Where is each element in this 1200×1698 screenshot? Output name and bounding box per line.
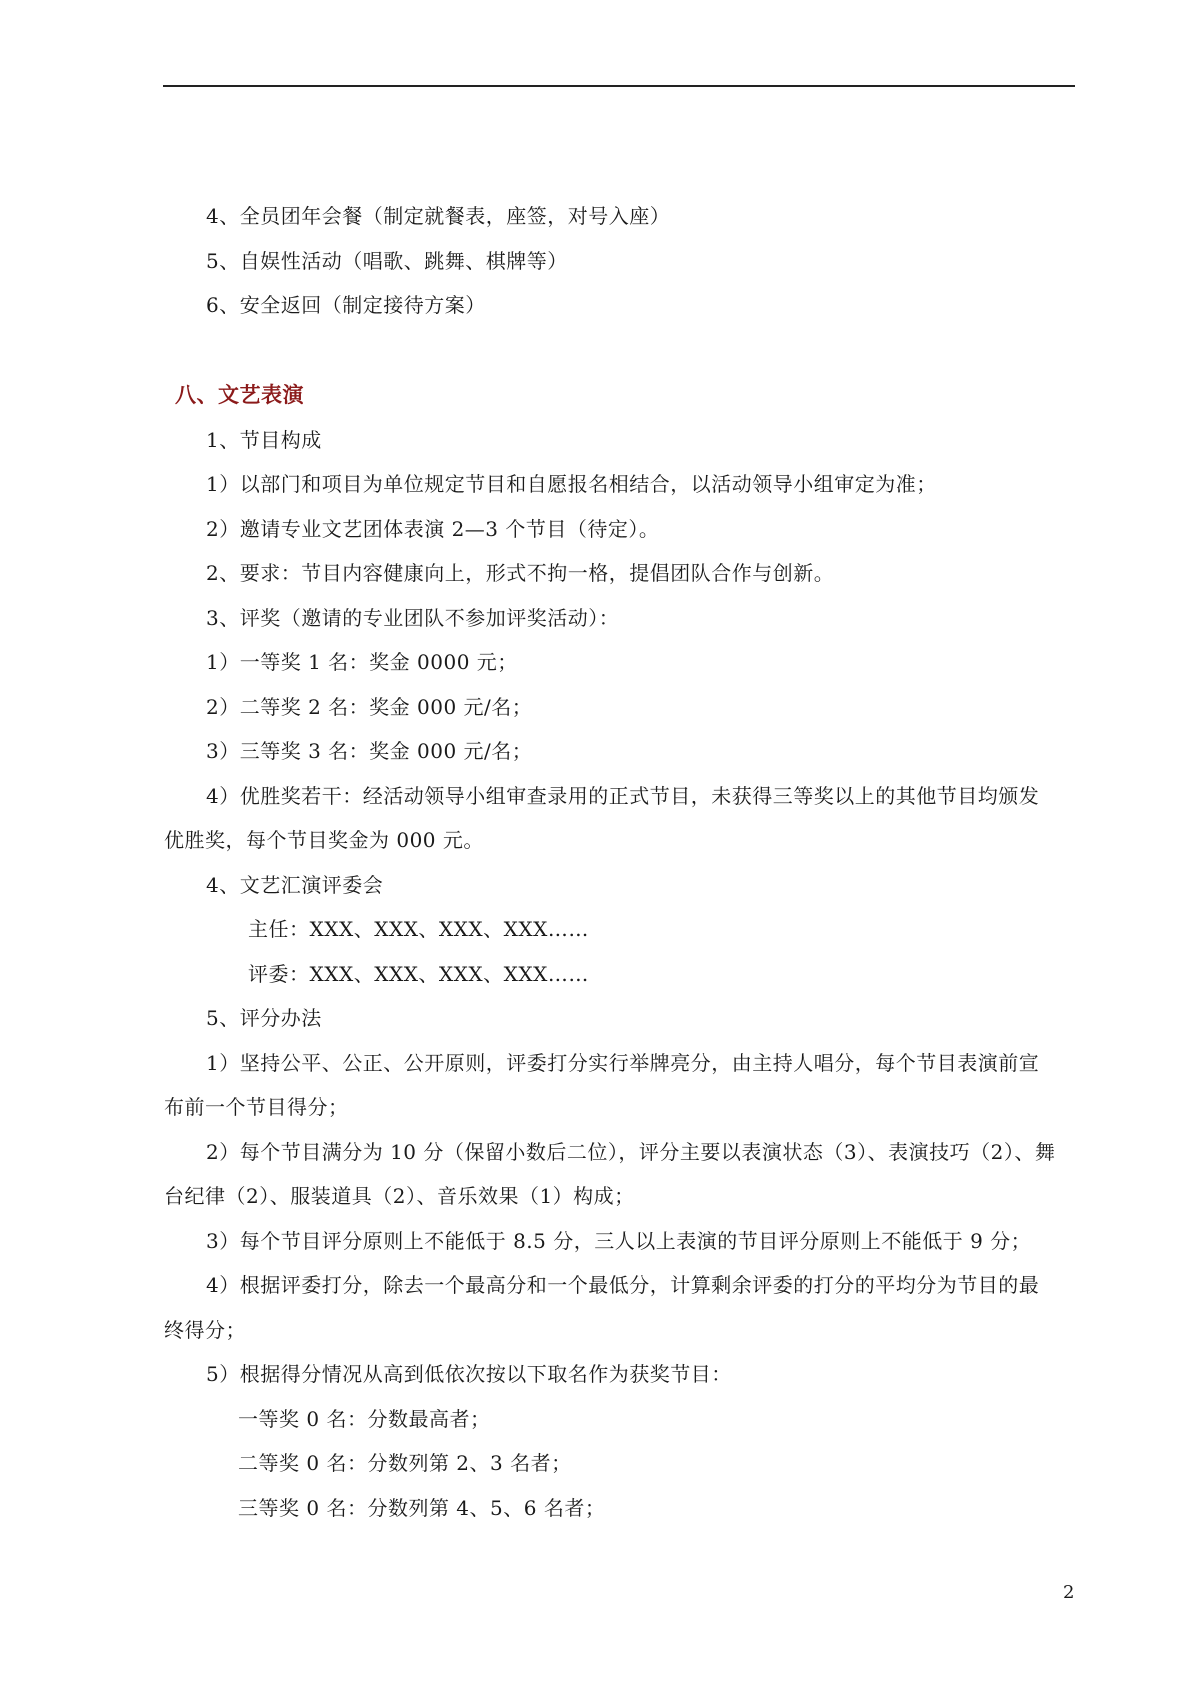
paragraph: 终得分； [164, 1318, 246, 1342]
subheading: 4、文艺汇演评委会 [206, 873, 384, 897]
subheading: 3、评奖（邀请的专业团队不参加评奖活动）： [206, 606, 620, 630]
section-heading: 八、文艺表演 [175, 382, 304, 407]
paragraph: 2）邀请专业文艺团体表演 2—3 个节目（待定）。 [206, 517, 660, 541]
list-item: 6、安全返回（制定接待方案） [206, 293, 486, 317]
paragraph: 1）一等奖 1 名：奖金 0000 元； [206, 650, 518, 674]
subheading: 5、评分办法 [206, 1006, 322, 1030]
page-number: 2 [1063, 1582, 1075, 1603]
list-item: 4、全员团年会餐（制定就餐表，座签，对号入座） [206, 204, 671, 228]
paragraph: 布前一个节目得分； [164, 1095, 349, 1119]
subheading: 2、要求：节目内容健康向上，形式不拘一格，提倡团队合作与创新。 [206, 561, 835, 585]
paragraph: 二等奖 0 名：分数列第 2、3 名者； [238, 1451, 572, 1475]
paragraph: 优胜奖，每个节目奖金为 000 元。 [164, 828, 484, 852]
paragraph: 3）每个节目评分原则上不能低于 8.5 分，三人以上表演的节目评分原则上不能低于 9 分； [206, 1229, 1032, 1253]
paragraph: 主任：XXX、XXX、XXX、XXX…… [248, 917, 589, 941]
paragraph: 4）优胜奖若干：经活动领导小组审查录用的正式节目，未获得三等奖以上的其他节目均颁发 [206, 784, 1040, 808]
paragraph: 台纪律（2）、服装道具（2）、音乐效果（1）构成； [164, 1184, 635, 1208]
paragraph: 1）坚持公平、公正、公开原则，评委打分实行举牌亮分，由主持人唱分，每个节目表演前宣 [206, 1051, 1040, 1075]
list-item: 5、自娱性活动（唱歌、跳舞、棋牌等） [206, 249, 568, 273]
paragraph: 2）二等奖 2 名：奖金 000 元/名； [206, 695, 533, 719]
paragraph: 评委：XXX、XXX、XXX、XXX…… [248, 962, 589, 986]
header-rule [163, 85, 1075, 87]
paragraph: 3）三等奖 3 名：奖金 000 元/名； [206, 739, 533, 763]
paragraph: 三等奖 0 名：分数列第 4、5、6 名者； [238, 1496, 606, 1520]
subheading: 1、节目构成 [206, 428, 322, 452]
paragraph: 2）每个节目满分为 10 分（保留小数后二位），评分主要以表演状态（3）、表演技巧（2）、舞 [206, 1140, 1056, 1164]
paragraph: 1）以部门和项目为单位规定节目和自愿报名相结合，以活动领导小组审定为准； [206, 472, 937, 496]
paragraph: 4）根据评委打分，除去一个最高分和一个最低分，计算剩余评委的打分的平均分为节目的最 [206, 1273, 1040, 1297]
paragraph: 一等奖 0 名：分数最高者； [238, 1407, 491, 1431]
paragraph: 5）根据得分情况从高到低依次按以下取名作为获奖节目： [206, 1362, 732, 1386]
